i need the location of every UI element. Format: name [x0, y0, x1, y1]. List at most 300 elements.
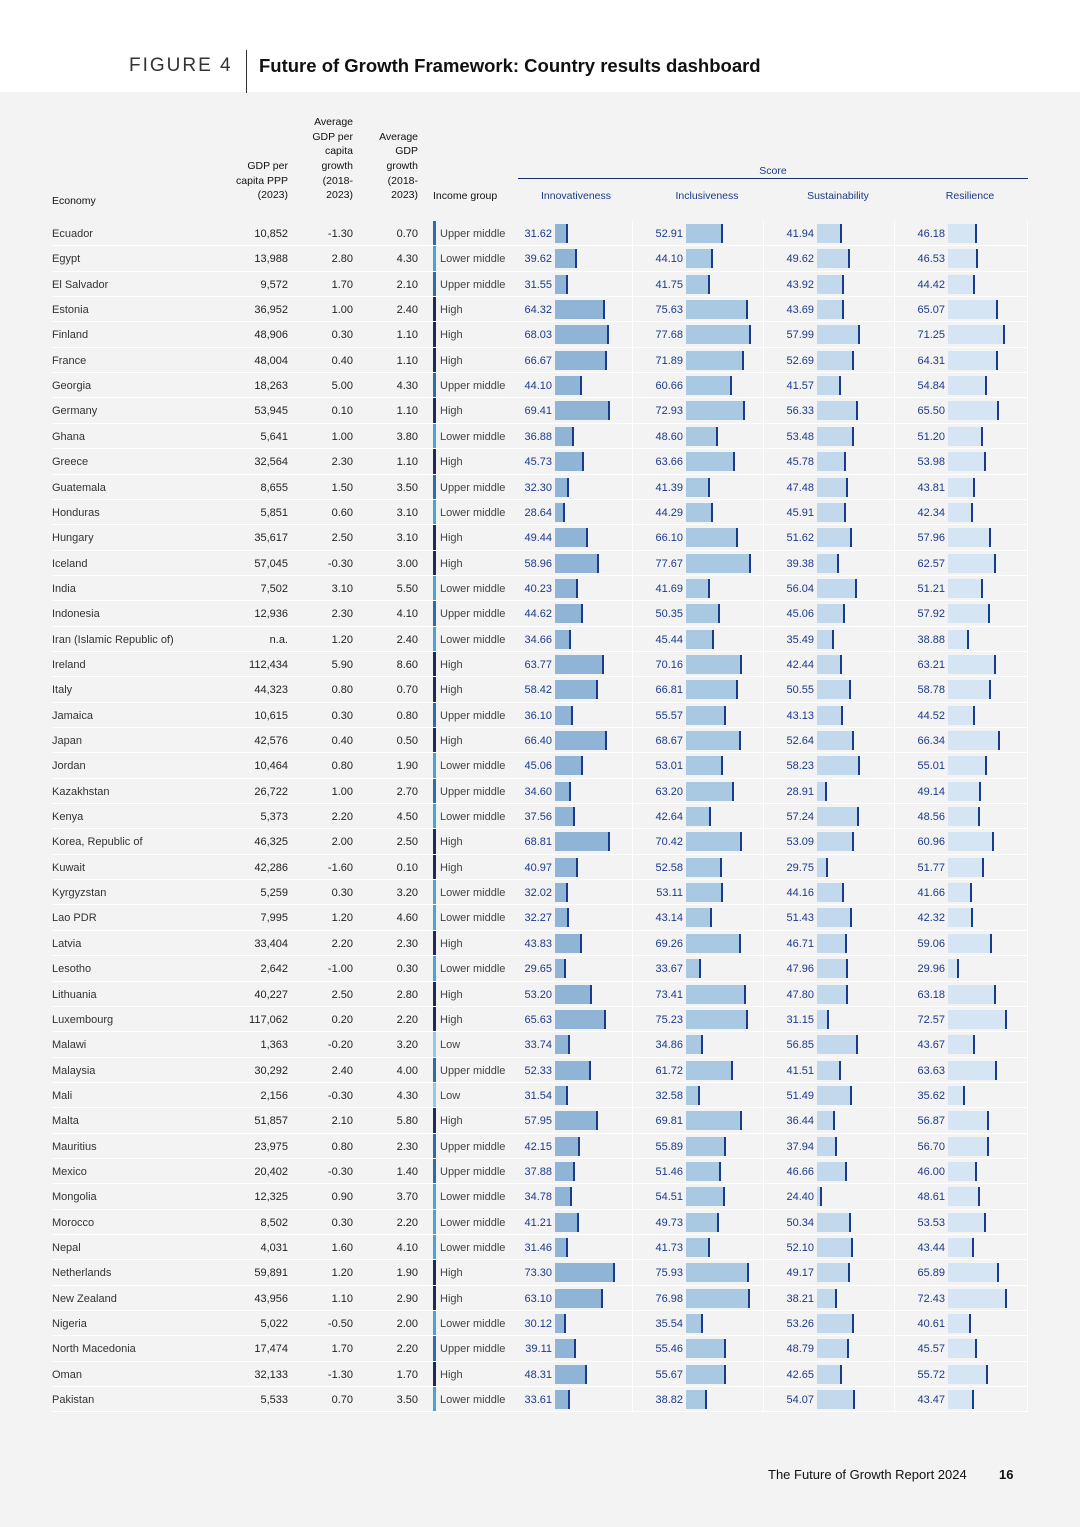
score-bar-innovativeness [555, 1289, 603, 1308]
score-bar-sustainability [817, 224, 842, 243]
score-value-inclusiveness: 34.86 [655, 1039, 683, 1052]
score-value-inclusiveness: 69.26 [655, 937, 683, 950]
score-bar-marker [749, 554, 751, 573]
table-row [52, 905, 1028, 930]
score-bar-marker [845, 1162, 847, 1181]
avg-gdp-growth-value: 1.40 [396, 1165, 418, 1178]
score-value-innovativeness: 39.62 [524, 253, 552, 266]
score-bar-innovativeness [555, 731, 607, 750]
score-value-inclusiveness: 49.73 [655, 1216, 683, 1229]
score-value-resilience: 29.96 [917, 963, 945, 976]
column-divider [763, 1184, 764, 1209]
economy-name: Malawi [52, 1039, 87, 1052]
column-divider [894, 1311, 895, 1336]
column-divider [763, 221, 764, 246]
income-group-marker [433, 500, 436, 525]
gdp-per-capita-value: 53,945 [254, 405, 288, 418]
column-divider [763, 855, 764, 880]
score-bar-innovativeness [555, 934, 582, 953]
column-divider [1027, 956, 1028, 981]
score-bar-resilience [948, 1187, 980, 1206]
column-divider [1027, 246, 1028, 271]
score-bar-marker [607, 325, 609, 344]
income-group-label: Lower middle [440, 506, 506, 519]
score-bar-marker [747, 1263, 749, 1282]
score-bar-marker [826, 858, 828, 877]
score-bar-inclusiveness [686, 275, 710, 294]
income-group-label: Upper middle [440, 1343, 506, 1356]
score-bar-marker [832, 630, 834, 649]
score-bar-marker [739, 934, 741, 953]
avg-gdp-pc-growth-value: 2.40 [331, 1064, 353, 1077]
score-bar-inclusiveness [686, 1162, 721, 1181]
score-value-sustainability: 44.16 [786, 887, 814, 900]
column-divider [763, 398, 764, 423]
income-group-marker [433, 753, 436, 778]
score-value-sustainability: 52.10 [786, 1242, 814, 1254]
column-divider [894, 246, 895, 271]
gdp-per-capita-value: 8,502 [260, 1216, 288, 1229]
income-group-label: High [440, 1267, 463, 1280]
score-bar-marker [845, 934, 847, 953]
avg-gdp-growth-value: 2.30 [396, 1140, 418, 1153]
column-divider [1027, 905, 1028, 930]
avg-gdp-pc-growth-value: 1.10 [331, 1292, 353, 1305]
table-row [52, 221, 1028, 246]
score-bar-inclusiveness [686, 604, 720, 623]
table-row [52, 551, 1028, 576]
header-avg-gdp-growth [364, 130, 418, 204]
score-bar-marker [857, 807, 859, 826]
score-bar-inclusiveness [686, 959, 701, 978]
score-value-resilience: 54.84 [917, 380, 945, 393]
score-value-resilience: 53.53 [917, 1216, 945, 1229]
column-divider [1027, 829, 1028, 854]
score-bar-marker [608, 832, 610, 851]
column-divider [763, 297, 764, 322]
score-value-sustainability: 42.44 [786, 658, 814, 671]
column-divider [763, 829, 764, 854]
column-divider [632, 500, 633, 525]
score-value-resilience: 58.78 [917, 684, 945, 697]
table-row [52, 322, 1028, 347]
income-group-marker [433, 424, 436, 449]
table-row [52, 576, 1028, 601]
score-bar-marker [972, 1238, 974, 1257]
income-group-label: High [440, 304, 463, 317]
score-value-sustainability: 54.07 [786, 1394, 814, 1407]
table-row [52, 931, 1028, 956]
avg-gdp-growth-value: 4.30 [396, 380, 418, 393]
gdp-per-capita-value: 57,045 [254, 557, 288, 570]
economy-name: Oman [52, 1368, 82, 1381]
score-bar-inclusiveness [686, 1010, 748, 1029]
score-bar-resilience [948, 908, 973, 927]
score-bar-marker [736, 680, 738, 699]
column-divider [1027, 1336, 1028, 1361]
score-value-resilience: 43.81 [917, 481, 945, 494]
score-bar-sustainability [817, 1010, 829, 1029]
score-value-resilience: 42.32 [917, 912, 945, 925]
avg-gdp-pc-growth-value: 0.30 [331, 887, 353, 900]
economy-name: Nepal [52, 1242, 81, 1254]
score-value-resilience: 48.61 [917, 1191, 945, 1204]
avg-gdp-growth-value: 2.00 [396, 1318, 418, 1331]
score-bar-marker [701, 1314, 703, 1333]
column-divider [632, 1134, 633, 1159]
table-row [52, 348, 1028, 373]
score-bar-resilience [948, 275, 975, 294]
score-value-inclusiveness: 42.64 [655, 811, 683, 824]
column-divider [632, 576, 633, 601]
gdp-per-capita-value: 12,936 [254, 608, 288, 621]
economy-name: Finland [52, 329, 89, 342]
avg-gdp-growth-value: 3.50 [396, 1394, 418, 1407]
score-bar-inclusiveness [686, 1390, 707, 1409]
gdp-per-capita-value: 44,323 [254, 684, 288, 697]
score-bar-marker [989, 680, 991, 699]
income-group-label: High [440, 456, 463, 469]
income-group-label: Upper middle [440, 709, 506, 722]
income-group-label: High [440, 658, 463, 671]
score-bar-marker [978, 807, 980, 826]
column-divider [632, 1210, 633, 1235]
score-bar-innovativeness [555, 1314, 566, 1333]
gdp-per-capita-value: 35,617 [254, 532, 288, 545]
score-bar-resilience [948, 959, 959, 978]
score-bar-sustainability [817, 528, 852, 547]
score-bar-inclusiveness [686, 858, 722, 877]
score-value-sustainability: 37.94 [786, 1140, 814, 1153]
column-divider [1027, 1184, 1028, 1209]
column-divider [894, 551, 895, 576]
score-value-sustainability: 51.62 [786, 532, 814, 545]
score-bar-sustainability [817, 959, 848, 978]
score-value-innovativeness: 68.81 [524, 836, 552, 849]
avg-gdp-growth-value: 1.10 [396, 354, 418, 367]
avg-gdp-growth-value: 1.10 [396, 329, 418, 342]
table-row [52, 1336, 1028, 1361]
score-value-inclusiveness: 72.93 [655, 405, 683, 418]
column-divider [763, 905, 764, 930]
score-value-resilience: 41.66 [917, 887, 945, 900]
score-value-resilience: 49.14 [917, 785, 945, 798]
column-divider [1027, 525, 1028, 550]
score-bar-sustainability [817, 1339, 849, 1358]
score-value-resilience: 44.42 [917, 278, 945, 291]
column-divider [632, 880, 633, 905]
score-bar-marker [701, 1035, 703, 1054]
score-bar-innovativeness [555, 1390, 570, 1409]
column-divider [1027, 804, 1028, 829]
score-bar-sustainability [817, 908, 852, 927]
score-bar-marker [994, 985, 996, 1004]
score-bar-resilience [948, 1137, 989, 1156]
score-bar-marker [698, 1086, 700, 1105]
gdp-per-capita-value: 42,286 [254, 861, 288, 874]
avg-gdp-growth-value: 3.80 [396, 430, 418, 443]
score-bar-sustainability [817, 1137, 837, 1156]
score-bar-marker [856, 1035, 858, 1054]
score-bar-marker [604, 1010, 606, 1029]
score-value-innovativeness: 32.30 [524, 481, 552, 494]
column-divider [894, 424, 895, 449]
header-avg-gdp-growth-line: Average [379, 130, 418, 143]
column-divider [894, 475, 895, 500]
score-bar-marker [970, 883, 972, 902]
economy-name: Ghana [52, 430, 86, 443]
score-bar-marker [749, 325, 751, 344]
column-divider [1027, 297, 1028, 322]
score-bar-inclusiveness [686, 1086, 700, 1105]
score-bar-marker [719, 1162, 721, 1181]
economy-name: Ireland [52, 658, 86, 671]
column-divider [894, 449, 895, 474]
score-value-innovativeness: 65.63 [524, 1013, 552, 1026]
score-bar-marker [571, 706, 573, 725]
economy-name: New Zealand [52, 1292, 117, 1305]
score-bar-marker [566, 224, 568, 243]
income-group-label: High [440, 1013, 463, 1026]
score-bar-resilience [948, 807, 980, 826]
score-bar-inclusiveness [686, 908, 712, 927]
score-bar-marker [721, 224, 723, 243]
score-bar-sustainability [817, 832, 854, 851]
avg-gdp-pc-growth-value: 1.60 [331, 1242, 353, 1254]
score-bar-innovativeness [555, 655, 604, 674]
header-income-group: Income group [433, 190, 498, 202]
score-value-inclusiveness: 41.75 [655, 278, 683, 291]
gdp-per-capita-value: 12,325 [254, 1191, 288, 1204]
score-value-innovativeness: 41.21 [524, 1216, 552, 1229]
score-value-inclusiveness: 60.66 [655, 380, 683, 393]
gdp-per-capita-value: 30,292 [254, 1064, 288, 1077]
avg-gdp-growth-value: 0.80 [396, 709, 418, 722]
score-bar-marker [981, 427, 983, 446]
column-divider [632, 373, 633, 398]
column-divider [1027, 652, 1028, 677]
column-divider [763, 373, 764, 398]
column-divider [632, 1108, 633, 1133]
score-value-resilience: 45.57 [917, 1343, 945, 1356]
score-bar-marker [709, 807, 711, 826]
score-bar-resilience [948, 1339, 977, 1358]
avg-gdp-pc-growth-value: 2.30 [331, 456, 353, 469]
score-bar-marker [842, 300, 844, 319]
score-bar-innovativeness [555, 630, 571, 649]
avg-gdp-growth-value: 0.70 [396, 684, 418, 697]
column-divider [894, 1336, 895, 1361]
score-bar-marker [740, 832, 742, 851]
avg-gdp-pc-growth-value: -0.30 [327, 557, 353, 570]
score-bar-innovativeness [555, 1213, 579, 1232]
gdp-per-capita-value: 9,572 [260, 278, 288, 291]
column-divider [763, 1387, 764, 1412]
avg-gdp-growth-value: 0.30 [396, 963, 418, 976]
score-bar-sustainability [817, 427, 854, 446]
score-bar-sustainability [817, 858, 828, 877]
table-row [52, 982, 1028, 1007]
score-bar-marker [985, 756, 987, 775]
income-group-marker [433, 1184, 436, 1209]
income-group-marker [433, 1159, 436, 1184]
score-bar-resilience [948, 427, 983, 446]
score-bar-sustainability [817, 376, 841, 395]
column-divider [1027, 931, 1028, 956]
economy-name: Honduras [52, 506, 100, 519]
column-divider [632, 1260, 633, 1285]
score-bar-innovativeness [555, 351, 607, 370]
income-group-marker [433, 398, 436, 423]
score-bar-marker [569, 782, 571, 801]
gdp-per-capita-value: 59,891 [254, 1267, 288, 1280]
column-divider [632, 398, 633, 423]
avg-gdp-growth-value: 1.10 [396, 456, 418, 469]
income-group-marker [433, 703, 436, 728]
score-value-sustainability: 56.85 [786, 1039, 814, 1052]
income-group-marker [433, 1032, 436, 1057]
score-bar-inclusiveness [686, 1111, 742, 1130]
column-divider [894, 576, 895, 601]
income-group-label: Upper middle [440, 1140, 506, 1153]
score-value-inclusiveness: 52.91 [655, 228, 683, 240]
column-divider [763, 728, 764, 753]
income-group-marker [433, 931, 436, 956]
column-divider [632, 703, 633, 728]
economy-name: Italy [52, 684, 73, 697]
column-divider [894, 322, 895, 347]
score-bar-marker [995, 1061, 997, 1080]
income-group-label: Upper middle [440, 608, 506, 621]
avg-gdp-pc-growth-value: 1.00 [331, 785, 353, 798]
score-value-innovativeness: 69.41 [524, 405, 552, 418]
score-bar-sustainability [817, 1061, 841, 1080]
economy-name: Pakistan [52, 1394, 95, 1407]
score-bar-marker [724, 1365, 726, 1384]
score-bar-marker [987, 1137, 989, 1156]
score-value-innovativeness: 58.42 [524, 684, 552, 697]
income-group-label: High [440, 684, 463, 697]
score-bar-marker [996, 300, 998, 319]
score-bar-marker [582, 452, 584, 471]
score-bar-sustainability [817, 1187, 822, 1206]
income-group-label: High [440, 405, 463, 418]
score-bar-marker [984, 1213, 986, 1232]
score-bar-marker [744, 985, 746, 1004]
economy-name: Jamaica [52, 709, 93, 722]
score-bar-innovativeness [555, 554, 599, 573]
header-gdp-per-capita [222, 159, 288, 203]
score-bar-resilience [948, 1213, 986, 1232]
score-bar-resilience [948, 554, 996, 573]
income-group-marker [433, 677, 436, 702]
gdp-per-capita-value: 42,576 [254, 735, 288, 747]
column-divider [894, 601, 895, 626]
score-bar-marker [568, 1390, 570, 1409]
column-divider [1027, 1210, 1028, 1235]
score-bar-marker [858, 325, 860, 344]
income-group-marker [433, 601, 436, 626]
table-row [52, 1235, 1028, 1260]
avg-gdp-pc-growth-value: -0.50 [327, 1318, 353, 1331]
score-value-resilience: 63.18 [917, 988, 945, 1001]
score-bar-marker [721, 883, 723, 902]
avg-gdp-pc-growth-value: -0.20 [327, 1039, 353, 1052]
avg-gdp-growth-value: 3.70 [396, 1191, 418, 1204]
header-avg-gdp-pc-growth-line: (2018- [322, 174, 353, 187]
column-divider [632, 1286, 633, 1311]
score-value-innovativeness: 42.15 [524, 1140, 552, 1153]
table-row [52, 398, 1028, 423]
score-bar-innovativeness [555, 1010, 606, 1029]
column-divider [632, 753, 633, 778]
column-divider [894, 398, 895, 423]
score-bar-sustainability [817, 782, 827, 801]
score-bar-innovativeness [555, 1263, 615, 1282]
score-value-sustainability: 28.91 [786, 785, 814, 798]
score-value-resilience: 46.00 [917, 1165, 945, 1178]
income-group-label: Lower middle [440, 1242, 506, 1254]
score-value-sustainability: 31.15 [786, 1013, 814, 1026]
table-row [52, 956, 1028, 981]
gdp-per-capita-value: 112,434 [249, 658, 288, 671]
column-divider [763, 1058, 764, 1083]
score-bar-innovativeness [555, 1137, 580, 1156]
table-row [52, 297, 1028, 322]
score-bar-marker [850, 528, 852, 547]
score-bar-marker [988, 604, 990, 623]
column-divider [894, 728, 895, 753]
score-bar-marker [603, 300, 605, 319]
header-avg-gdp-pc-growth-line: capita [324, 145, 353, 158]
score-value-resilience: 65.07 [917, 304, 945, 317]
score-value-sustainability: 45.06 [786, 608, 814, 621]
income-group-marker [433, 322, 436, 347]
score-value-sustainability: 53.48 [786, 430, 814, 443]
avg-gdp-growth-value: 8.60 [396, 658, 418, 671]
column-divider [632, 525, 633, 550]
avg-gdp-pc-growth-value: 2.20 [331, 811, 353, 824]
economy-name: Guatemala [52, 481, 106, 494]
score-bar-sustainability [817, 401, 858, 420]
gdp-per-capita-value: 5,259 [260, 887, 288, 900]
gdp-per-capita-value: 5,533 [260, 1394, 288, 1407]
score-value-innovativeness: 34.78 [524, 1191, 552, 1204]
score-bar-sustainability [817, 325, 860, 344]
income-group-marker [433, 1260, 436, 1285]
score-value-inclusiveness: 43.14 [655, 912, 683, 925]
score-bar-innovativeness [555, 883, 568, 902]
score-value-inclusiveness: 63.66 [655, 456, 683, 469]
score-bar-marker [973, 275, 975, 294]
column-divider [632, 855, 633, 880]
table-row [52, 779, 1028, 804]
column-divider [763, 931, 764, 956]
score-value-sustainability: 57.99 [786, 329, 814, 342]
score-bar-marker [850, 908, 852, 927]
score-bar-marker [608, 401, 610, 420]
column-divider [894, 956, 895, 981]
score-bar-marker [973, 1035, 975, 1054]
column-divider [1027, 1007, 1028, 1032]
score-bar-resilience [948, 832, 994, 851]
column-divider [1027, 1362, 1028, 1387]
score-value-resilience: 65.89 [917, 1267, 945, 1280]
income-group-label: Lower middle [440, 811, 506, 824]
column-divider [632, 804, 633, 829]
column-divider [763, 627, 764, 652]
income-group-marker [433, 982, 436, 1007]
